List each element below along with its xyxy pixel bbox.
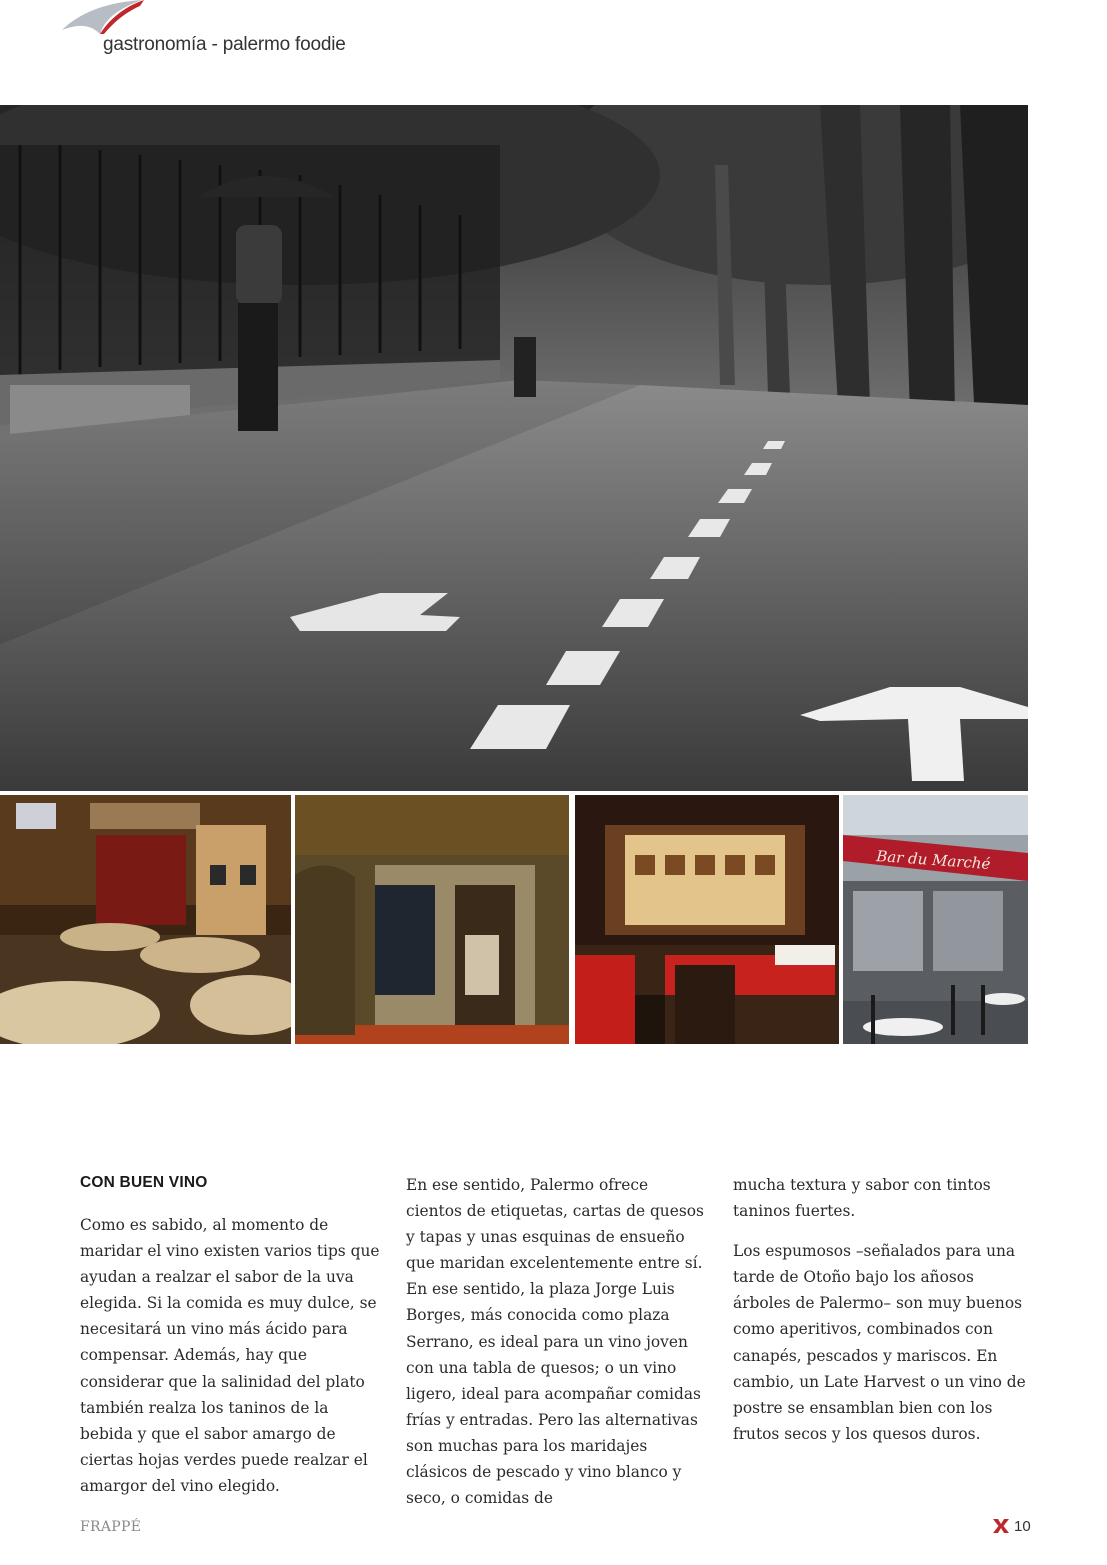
- section-label: gastronomía - palermo foodie: [103, 34, 346, 55]
- restaurant-photo-4: [843, 795, 1028, 1044]
- article-column-2: [406, 1172, 704, 1511]
- article-column-1: [80, 1172, 382, 1499]
- column-3-paragraph-2: Los espumosos –señalados para una tarde de Otoño bajo los añosos árboles de Palermo– son muy buenos como aperitivos, combinados con canapés, pescados y mariscos. En cambio, un Late Harvest o un vino de postre se ensamblan bien con los frutos secos y los quesos duros.: [733, 1242, 1026, 1443]
- logo-swoosh-icon: [60, 0, 150, 36]
- column-1-paragraph: Como es sabido, al momento de maridar el vino existen varios tips que ayudan a realzar el sabor de la uva elegida. Si la comida es muy dulce, se necesitará un vino más ácido para compensar. Además, hay que considerar que la salinidad del plato también realza los taninos de la bebida y que el sabor amargo de ciertas hojas verdes puede realzar el amargor del vino elegido.: [80, 1216, 380, 1495]
- hero-photo: [0, 105, 1028, 791]
- awning-sign: Bar du Marché: [875, 847, 992, 873]
- restaurant-photo-1: [0, 795, 291, 1044]
- article-column-3: [733, 1172, 1027, 1447]
- restaurant-photo-2: [295, 795, 569, 1044]
- page-number: 10: [1014, 1518, 1031, 1535]
- footer-page-number-wrap: [993, 1518, 1031, 1535]
- article-heading: CON BUEN VINO: [80, 1174, 208, 1191]
- footer-brand: FRAPPÉ: [80, 1519, 142, 1535]
- restaurant-photo-3: [575, 795, 839, 1044]
- column-3-paragraph-1: mucha textura y sabor con tintos taninos fuertes.: [733, 1176, 991, 1221]
- column-2-paragraph: En ese sentido, Palermo ofrece cientos de etiquetas, cartas de quesos y tapas y unas esquinas de ensueño que maridan excelentemente entre sí. En ese sentido, la plaza Jorge Luis Borges, más conocida como plaza Serrano, es ideal para un vino joven con una tabla de quesos; o un vino ligero, ideal para acompañar comidas frías y entradas. Pero las alternativas son muchas para los maridajes clásicos de pescado y vino blanco y seco, o comidas de: [406, 1176, 704, 1508]
- x-mark-icon: [993, 1519, 1009, 1533]
